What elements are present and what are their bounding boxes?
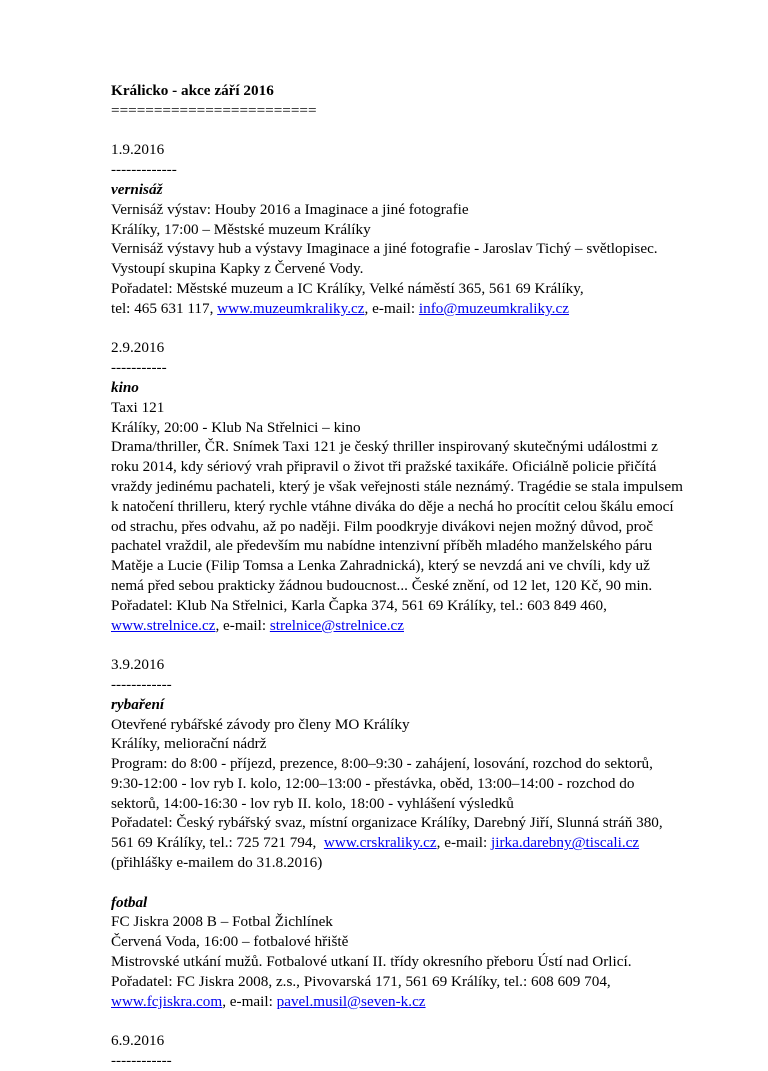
event-date: 3.9.2016 <box>111 656 165 674</box>
event-description: 9:30-12:00 - lov ryb I. kolo, 12:00–13:00 - přestávka, oběd, 13:00–14:00 - rozchod do <box>111 774 635 792</box>
email-link[interactable]: info@muzeumkraliky.cz <box>418 299 569 317</box>
event-description: roku 2014, kdy sériový vrah připravil o život tři pražské taxikáře. Oficiálně policie přičítá <box>111 458 657 476</box>
document-title: Králicko - akce září 2016 <box>111 82 274 99</box>
date-underline: ------------- <box>111 161 177 179</box>
email-label: , e-mail: <box>364 299 419 317</box>
event-block <box>111 140 671 318</box>
event-note: (přihlášky e-mailem do 31.8.2016) <box>111 854 323 872</box>
event-category: rybaření <box>111 695 165 713</box>
web-link[interactable]: www.strelnice.cz <box>111 616 216 634</box>
email-label: , e-mail: <box>222 992 277 1010</box>
email-label: , e-mail: <box>436 834 492 852</box>
event-block <box>111 338 683 635</box>
event-place: Králíky, meliorační nádrž <box>111 735 267 753</box>
event-place: Červená Voda, 16:00 – fotbalové hřiště <box>111 933 349 951</box>
event-description: vraždy jedinému pachateli, který je však veřejnosti stále neznámý. Tragédie se stala impulsem <box>111 477 683 495</box>
event-date: 6.9.2016 <box>111 1032 165 1050</box>
event-block <box>111 1031 671 1071</box>
email-link[interactable]: pavel.musil@seven-k.cz <box>276 992 426 1010</box>
event-organizer: Pořadatel: Český rybářský svaz, místní organizace Králíky, Darebný Jiří, Slunná stráň 380, <box>111 814 663 832</box>
event-category: kino <box>111 378 139 396</box>
event-name: Otevřené rybářské závody pro členy MO Králíky <box>111 715 410 733</box>
document-body <box>111 81 683 1071</box>
event-description: nemá před sebou prakticky žádnou budoucnost... České znění, od 12 let, 120 Kč, 90 min. <box>111 576 653 594</box>
event-place: Králíky, 20:00 - Klub Na Střelnici – kino <box>111 418 361 436</box>
event-description: Vernisáž výstavy hub a výstavy Imaginace a jiné fotografie - Jaroslav Tichý – světlopisec. <box>111 240 658 258</box>
event-description: od strachu, přes odvahu, až po naději. Film poodkryje divákovi nejen možný důvod, proč <box>111 517 653 535</box>
event-contact <box>111 616 671 636</box>
web-link[interactable]: www.muzeumkraliky.cz <box>217 299 365 317</box>
event-contact <box>111 299 671 319</box>
event-name: Taxi 121 <box>111 398 165 416</box>
event-name: Vernisáž výstav: Houby 2016 a Imaginace a jiné fotografie <box>111 200 469 218</box>
event-description: Drama/thriller, ČR. Snímek Taxi 121 je český thriller inspirovaný skutečnými událostmi z <box>111 438 658 456</box>
email-link[interactable]: jirka.darebny@tiscali.cz <box>491 834 640 852</box>
event-organizer: Pořadatel: Klub Na Střelnici, Karla Čapka 374, 561 69 Králíky, tel.: 603 849 460, <box>111 596 607 614</box>
event-place: Králíky, 17:00 – Městské muzeum Králíky <box>111 220 371 238</box>
email-link[interactable]: strelnice@strelnice.cz <box>269 616 404 634</box>
event-organizer: Pořadatel: FC Jiskra 2008, z.s., Pivovarská 171, 561 69 Králíky, tel.: 608 609 704, <box>111 972 611 990</box>
event-contact <box>111 992 671 1012</box>
event-phone: tel: 465 631 117, <box>111 299 218 317</box>
event-date: 1.9.2016 <box>111 141 165 159</box>
event-description: pachatel vraždil, ale především mu nabídne intenzivní příběh mladého manželského páru <box>111 537 653 555</box>
event-organizer: Pořadatel: Městské muzeum a IC Králíky, Velké náměstí 365, 561 69 Králíky, <box>111 279 584 297</box>
date-underline: ------------ <box>111 1052 172 1070</box>
event-description: Program: do 8:00 - příjezd, prezence, 8:00–9:30 - zahájení, losování, rozchod do sektorů, <box>111 755 653 773</box>
event-category: fotbal <box>111 893 148 911</box>
event-phone: 561 69 Králíky, tel.: 725 721 794, <box>111 834 324 852</box>
event-description: Matěje a Lucie (Filip Tomsa a Lenka Zahradnická), který se nevzdá ani ve chvíli, kdy už <box>111 557 650 575</box>
event-description: sektorů, 14:00-16:30 - lov ryb II. kolo, 18:00 - vyhlášení výsledků <box>111 794 514 812</box>
event-name: FC Jiskra 2008 B – Fotbal Žichlínek <box>111 913 333 931</box>
email-label: , e-mail: <box>215 616 270 634</box>
web-link[interactable]: www.fcjiskra.com <box>111 992 223 1010</box>
event-description: k natočení thrilleru, který rychle vtáhne diváka do děje a nechá ho procítit celou škálu emocí <box>111 497 674 515</box>
date-underline: ----------- <box>111 359 167 377</box>
event-category: vernisáž <box>111 180 163 198</box>
event-date: 2.9.2016 <box>111 339 165 357</box>
title-underline: ======================== <box>111 101 317 119</box>
event-description: Mistrovské utkání mužů. Fotbalové utkaní II. třídy okresního přeboru Ústí nad Orlicí. <box>111 953 632 971</box>
event-contact <box>111 833 671 853</box>
date-underline: ------------ <box>111 675 172 693</box>
event-block <box>111 655 671 873</box>
web-link[interactable]: www.crskraliky.cz <box>323 834 437 852</box>
event-description: Vystoupí skupina Kapky z Červené Vody. <box>111 260 364 278</box>
